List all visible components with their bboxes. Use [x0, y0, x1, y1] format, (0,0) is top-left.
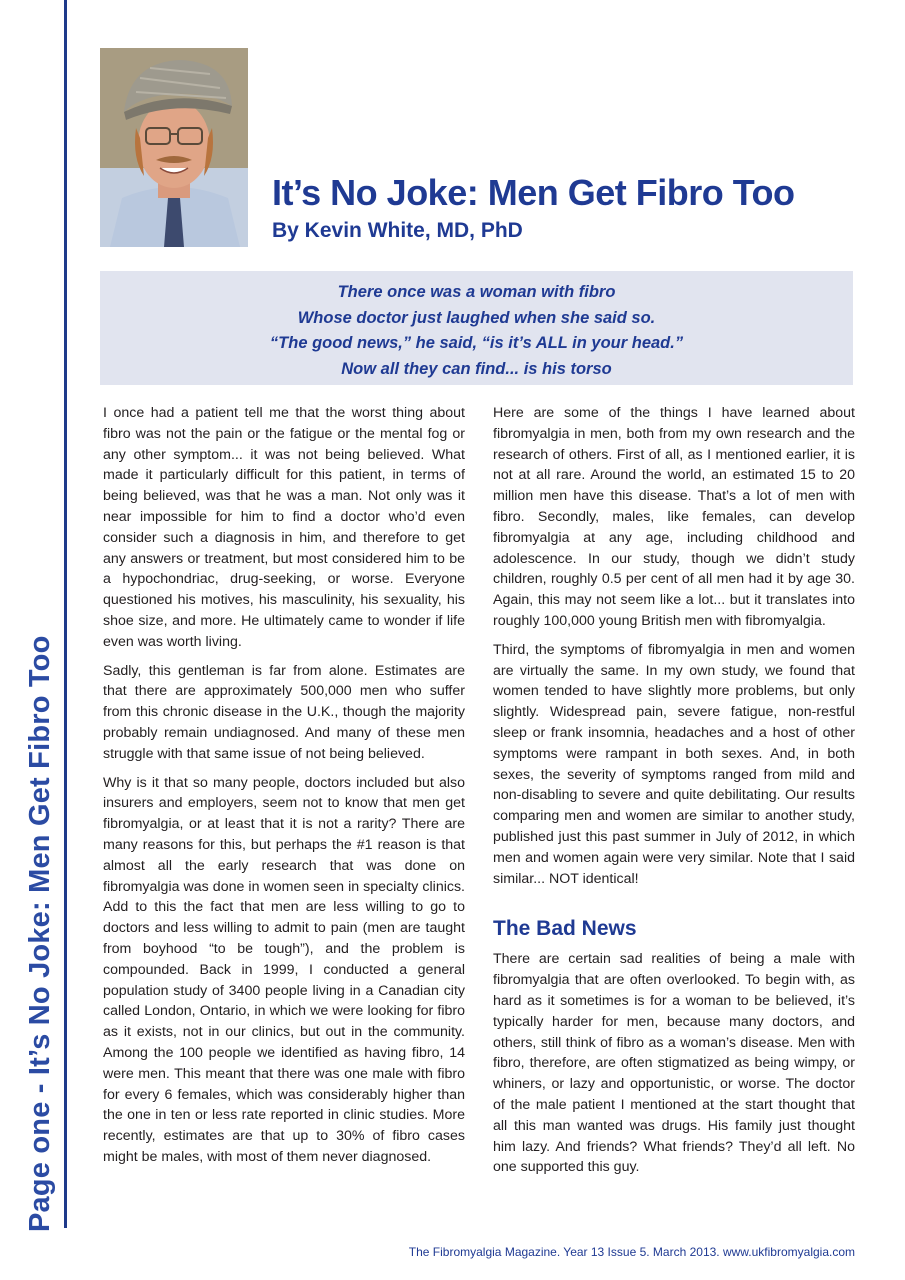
article-byline: By Kevin White, MD, PhD: [272, 219, 523, 242]
left-column: [103, 403, 465, 1176]
poem-line: Whose doctor just laughed when she said so.: [297, 308, 656, 327]
poem-line: “The good news,” he said, “is it’s ALL in your head.”: [269, 334, 684, 352]
body-paragraph: There are certain sad realities of being a male with fibromyalgia that are often overlooked. To begin with, as hard as it sometimes is for a woman to be believed, it’s typically harder for men, because many doctors, and others, still think of fibro as a woman’s disease. Men with fibro, therefore, are often stigmatized as being wimpy, or whiners, or lazy and opportunistic, or worse. The doctor of the male patient I mentioned at the start thought that all this man wanted was drugs. His family just thought him lazy. And friends? What friends? They’d all left. No one supported this guy.: [493, 951, 855, 1176]
article-title: It’s No Joke: Men Get Fibro Too: [272, 172, 795, 213]
body-paragraph: Third, the symptoms of fibromyalgia in men and women are virtually the same. In my own study, we found that women tended to have slightly more problems, but only slightly. Widespread pain, severe fatigue, non-restful sleep or frank insomnia, headaches and a host of other symptoms were rampant in both sexes. And, in both sexes, the severity of symptoms ranged from mild and non-disabling to severe and quite debilitating. Our results comparing men and women are similar to another study, published just this past summer in July of 2012, in which men and women again were very similar. Note that I said similar... NOT identical!: [493, 641, 855, 887]
body-paragraph: Why is it that so many people, doctors included but also insurers and employers, seem not to know that men get fibromyalgia, or at least that it is not a rarity? There are many reasons for this, but perhaps the #1 reason is that almost all the early research that was done on fibromyalgia was done in women seen in specialty clinics. Add to this the fact that men are less willing to go to doctors and less willing to admit to pain (men are taught from boyhood “to be tough”), and the problem is compounded. Back in 1999, I conducted a general population study of 3400 people living in a Canadian city called London, Ontario, in which we were looking for fibro as it exists, not in our clinics, but out in the community. Among the 100 people we identified as having fibro, 14 were men. This meant that there was one male with fibro for every 6 females, which was considerably higher than the one in ten or less rate reported in clinic studies. More recently, estimates are that up to 30% of fibro cases might be males, with most of them never diagnosed.: [103, 774, 465, 1165]
side-rule: [64, 0, 67, 1228]
right-column: [493, 403, 855, 1186]
side-page-title: Page one - It’s No Joke: Men Get Fibro Too: [24, 635, 56, 1232]
body-paragraph: I once had a patient tell me that the worst thing about fibro was not the pain or the fatigue or the mental fog or any other symptom... it was not being believed. What made it particularly difficult for this patient, in terms of being believed, was that he was a man. Not only was it near impossible for him to find a doctor who’d even consider such a diagnosis in him, and therefore to get any answers or treatment, but most considered him to be a hypochondriac, drug-seeking, or worse. Everyone questioned his motives, his masculinity, his sexuality, his shoe size, and more. He ultimately came to wonder if life even was worth living.: [103, 405, 465, 650]
poem-box: [100, 271, 853, 385]
author-portrait-image: [100, 48, 248, 247]
page-footer: The Fibromyalgia Magazine. Year 13 Issue 5. March 2013. www.ukfibromyalgia.com: [408, 1245, 855, 1259]
section-heading: The Bad News: [493, 917, 637, 941]
body-paragraph: Here are some of the things I have learned about fibromyalgia in men, both from my own research and the research of others. First of all, as I mentioned earlier, it is not at all rare. Around the world, an estimated 15 to 20 million men have this disease. That’s a lot of men with fibro. Secondly, males, like females, can develop fibromyalgia at any age, including childhood and adolescence. In our study, though we didn’t study children, roughly 0.5 per cent of all men had it by age 30. Again, this may not seem like a lot... but it translates into roughly 100,000 young British men with fibromyalgia.: [493, 405, 855, 629]
body-paragraph: Sadly, this gentleman is far from alone. Estimates are that there are approximately 500,000 men who suffer from this chronic disease in the U.K., though the majority probably remain undiagnosed. And many of these men struggle with that same issue of not being believed.: [103, 662, 465, 762]
poem-line: There once was a woman with fibro: [337, 283, 616, 301]
author-photo: [100, 48, 248, 247]
poem-line: Now all they can find... is his torso: [341, 359, 612, 378]
